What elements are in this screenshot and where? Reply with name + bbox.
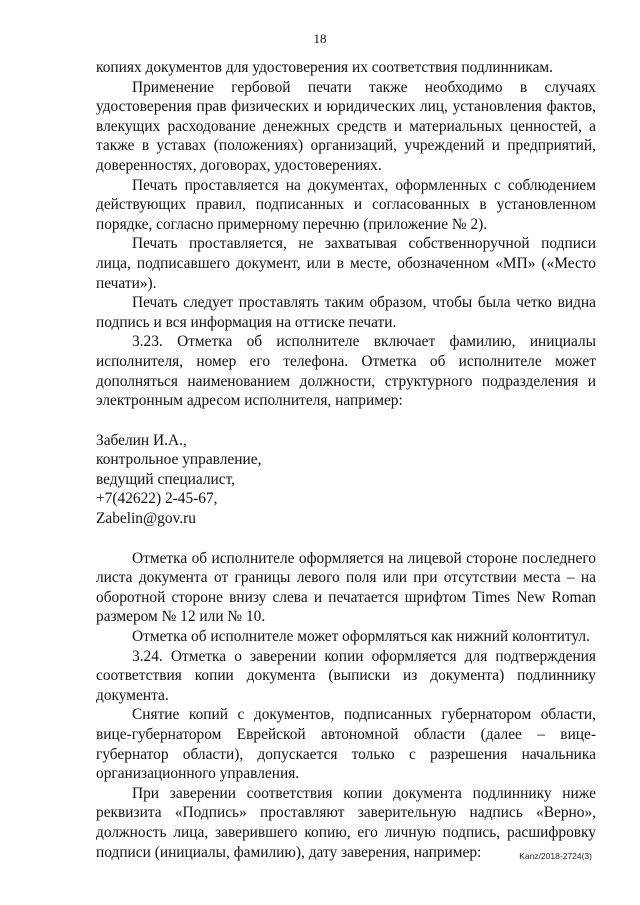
- executor-phone: +7(42622) 2-45-67,: [96, 490, 218, 508]
- executor-email: Zabelin@gov.ru: [96, 510, 196, 528]
- paragraph: Печать проставляется на документах, оформленных с соблюдением действующих правил, подписанных и согласованных в установленном порядке, согласно примерному перечню (приложение № 2).: [96, 176, 596, 233]
- paragraph-clause-3-23: 3.23. Отметка об исполнителе включает фамилию, инициалы исполнителя, номер его телефона. Отметка об исполнителе может дополняться наименованием должности, структурного подразделения и электронным адресом исполнителя, например:: [96, 333, 596, 410]
- executor-department: контрольное управление,: [96, 451, 262, 469]
- executor-position: ведущий специалист,: [96, 470, 236, 488]
- page-number: 18: [313, 31, 327, 46]
- paragraph: Отметка об исполнителе оформляется на лицевой стороне последнего листа документа от границы левого поля или при отсутствии места – на оборотной стороне внизу слева и печатается шрифтом Times New Roman размером № 12 или № 10.: [96, 549, 596, 626]
- paragraph: Печать следует проставлять таким образом, чтобы была четко видна подпись и вся информация на оттиске печати.: [96, 294, 596, 331]
- paragraph: При заверении соответствия копии документа подлиннику ниже реквизита «Подпись» проставляют заверительную надпись «Верно», должность лица, заверившего копию, его личную подпись, расшифровку подписи (инициалы, фамилию), дату заверения, например:: [96, 784, 596, 861]
- paragraph: Применение гербовой печати также необходимо в случаях удостоверения прав физических и юридических лиц, установления фактов, влекущих расходование денежных средств и материальных ценностей, а также в уставах (положениях) организаций, учреждений и предприятий, доверенностях, договорах, удостоверениях.: [96, 78, 596, 174]
- footer-document-code: Kanz/2018-2724(3): [519, 851, 592, 861]
- paragraph: копиях документов для удостоверения их соответствия подлинникам.: [96, 59, 553, 76]
- executor-name: Забелин И.А.,: [96, 431, 187, 449]
- spacer: [96, 411, 596, 431]
- paragraph: Печать проставляется, не захватывая собственноручной подписи лица, подписавшего документ, или в месте, обозначенном «МП» («Место печати»).: [96, 235, 596, 292]
- document-body: [96, 58, 596, 862]
- paragraph-clause-3-24: 3.24. Отметка о заверении копии оформляется для подтверждения соответствия копии документа (выписки из документа) подлиннику документа.: [96, 647, 596, 704]
- paragraph: Отметка об исполнителе может оформляться как нижний колонтитул.: [132, 628, 590, 646]
- spacer: [96, 529, 596, 549]
- paragraph: Снятие копий с документов, подписанных губернатором области, вице-губернатором Еврейской автономной области (далее – вице-губернатор области), допускается только с разрешения начальника организационного управления.: [96, 706, 596, 783]
- executor-example: [96, 431, 596, 529]
